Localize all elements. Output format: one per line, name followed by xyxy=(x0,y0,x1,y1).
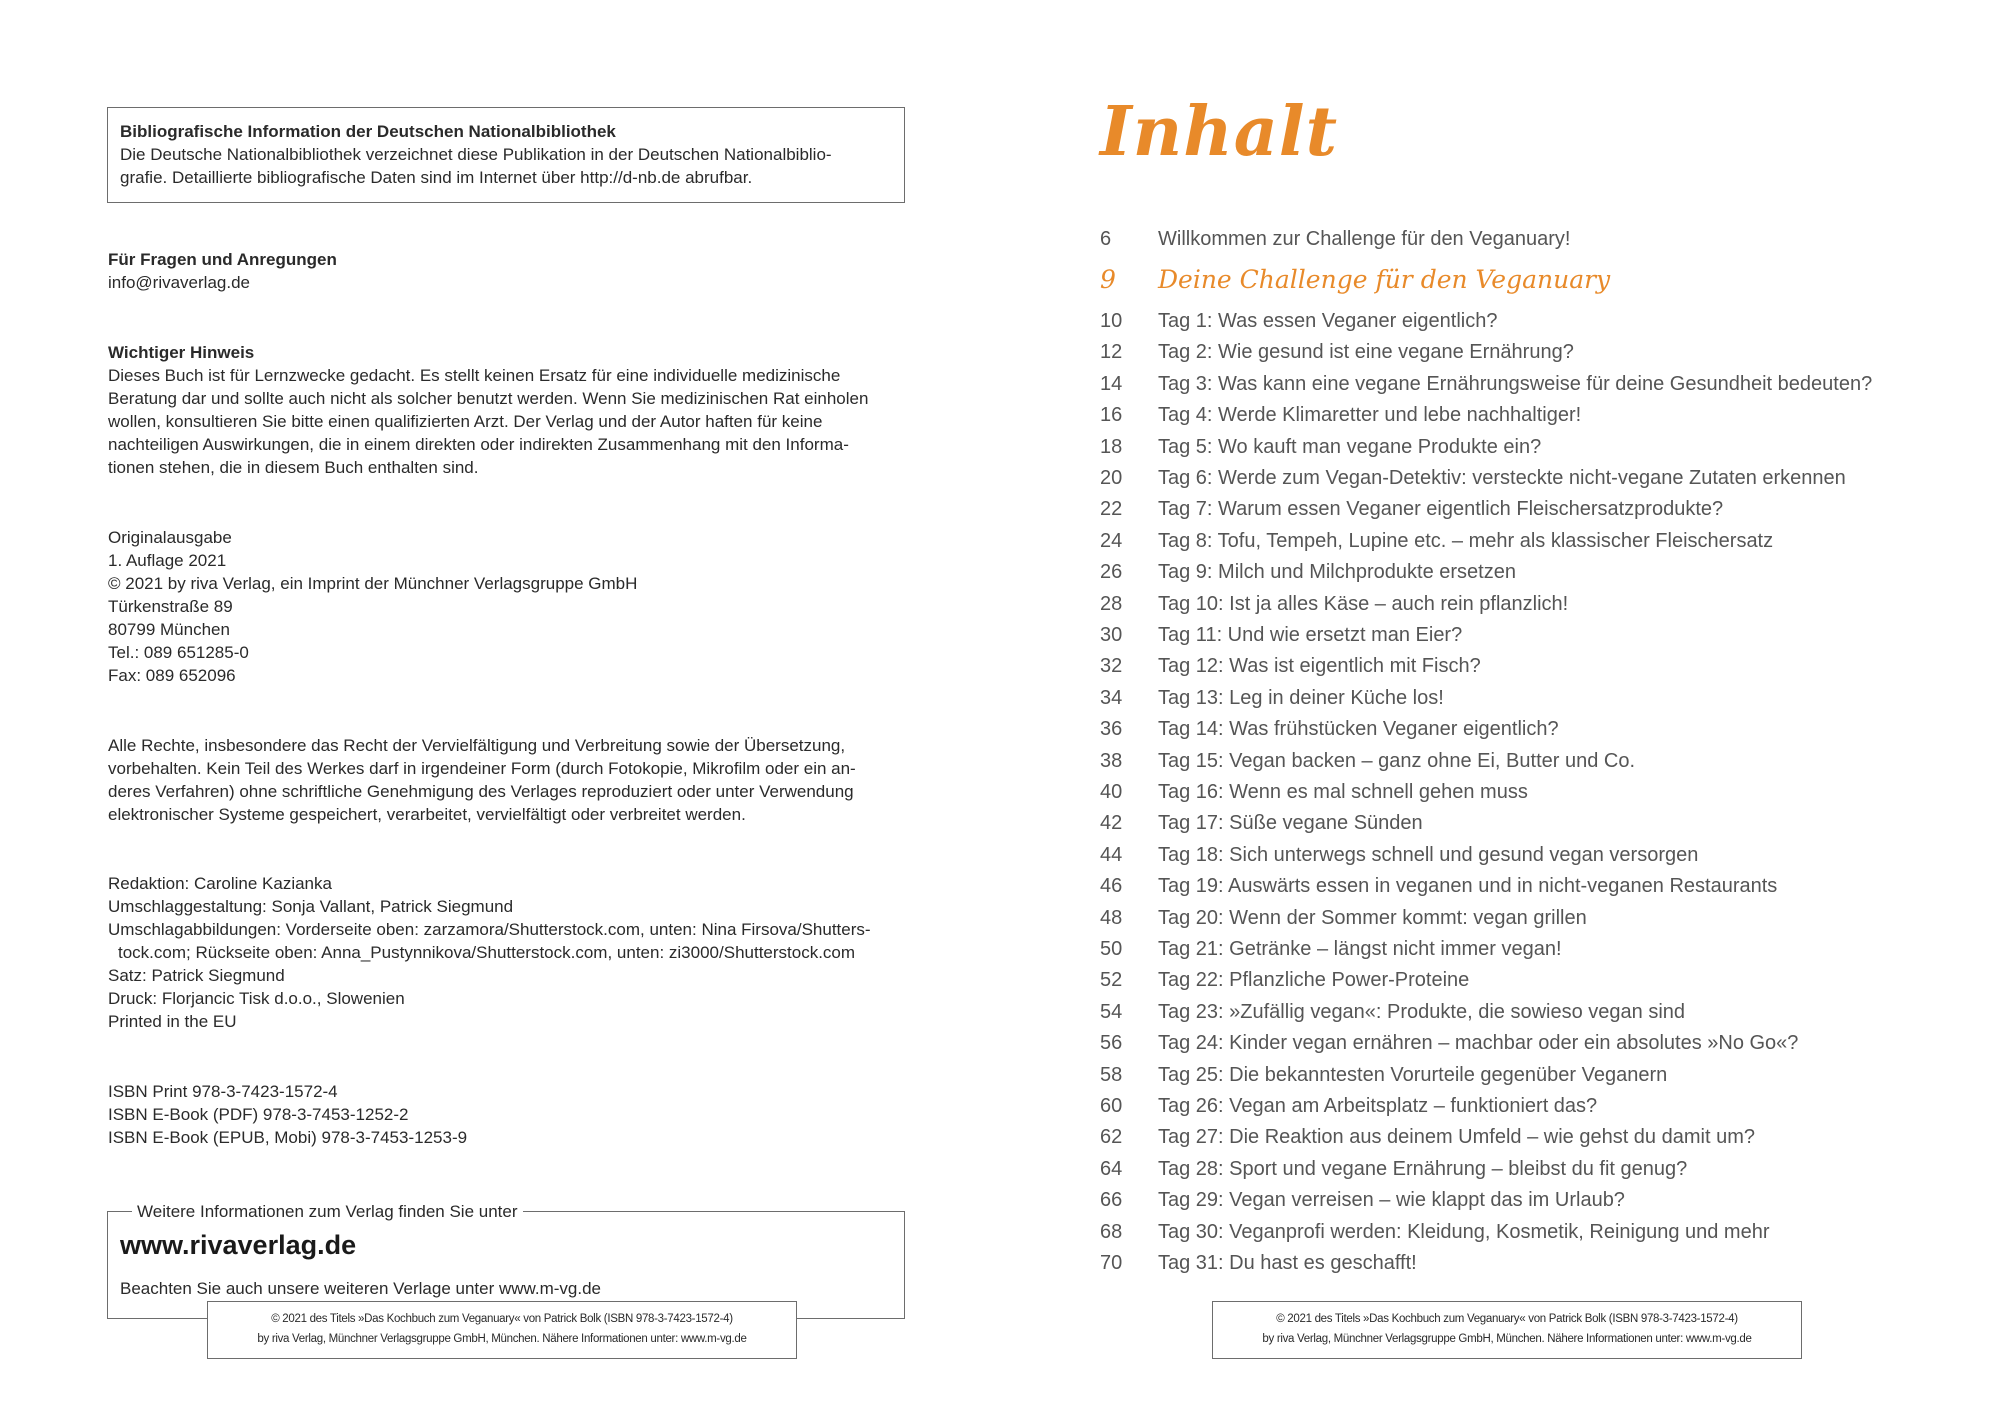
credits-line: Druck: Florjancic Tisk d.o.o., Slowenien xyxy=(108,989,405,1008)
toc-entry-title: Tag 12: Was ist eigentlich mit Fisch? xyxy=(1158,655,1481,678)
toc-entry-title: Tag 7: Warum essen Veganer eigentlich Fleischersatzprodukte? xyxy=(1158,498,1724,521)
toc-page-number: 42 xyxy=(1100,812,1123,835)
toc-entry-title: Tag 3: Was kann eine vegane Ernährungsweise für deine Gesundheit bedeuten? xyxy=(1158,372,1873,395)
biblio-line: grafie. Detaillierte bibliografische Daten sind im Internet über http://d-nb.de abrufbar. xyxy=(120,168,753,187)
toc-entry[interactable] xyxy=(1100,593,1568,616)
biblio-line: Die Deutsche Nationalbibliothek verzeichnet diese Publikation in der Deutschen Nationalbiblio- xyxy=(120,145,832,164)
toc-page-number: 62 xyxy=(1100,1126,1123,1149)
toc-entry-title: Tag 13: Leg in deiner Küche los! xyxy=(1158,686,1444,709)
toc-page-number: 34 xyxy=(1100,686,1123,709)
publisher-url[interactable]: www.rivaverlag.de xyxy=(120,1230,357,1260)
toc-page-number: 18 xyxy=(1100,435,1123,458)
credits-line: Umschlagabbildungen: Vorderseite oben: zarzamora/Shutterstock.com, unten: Nina Firsova/Shutters- xyxy=(108,920,871,939)
toc-page-number: 9 xyxy=(1100,265,1116,294)
web-legend: Weitere Informationen zum Verlag finden Sie unter xyxy=(132,1200,523,1223)
toc-entry[interactable] xyxy=(1100,373,1872,396)
edition-line: 80799 München xyxy=(108,620,230,639)
toc-entry-title: Tag 23: »Zufällig vegan«: Produkte, die sowieso vegan sind xyxy=(1158,1000,1686,1023)
toc-page-number: 64 xyxy=(1100,1157,1123,1180)
rights-line: elektronischer Systeme gespeichert, verarbeitet, vervielfältigt oder verbreitet werden. xyxy=(108,805,746,824)
toc-entry-title: Tag 27: Die Reaktion aus deinem Umfeld – wie gehst du damit um? xyxy=(1158,1126,1755,1149)
credits-line: Redaktion: Caroline Kazianka xyxy=(108,874,332,893)
toc-entry-title: Tag 9: Milch und Milchprodukte ersetzen xyxy=(1158,561,1516,584)
toc-entry-title: Tag 14: Was frühstücken Veganer eigentlich? xyxy=(1158,718,1559,741)
toc-entry[interactable] xyxy=(1100,750,1635,773)
toc-entry[interactable] xyxy=(1100,1126,1755,1149)
notice-line: nachteiligen Auswirkungen, die in einem direkten oder indirekten Zusammenhang mit den Informa- xyxy=(108,435,849,454)
toc-page-number: 44 xyxy=(1100,843,1123,866)
toc-entry[interactable] xyxy=(1100,1064,1667,1087)
toc-entry[interactable] xyxy=(1100,781,1528,804)
toc-entry[interactable] xyxy=(1100,844,1698,867)
toc-entry-title: Tag 19: Auswärts essen in veganen und in nicht-veganen Restaurants xyxy=(1158,875,1778,898)
toc-page-number: 32 xyxy=(1100,655,1123,678)
notice-section xyxy=(108,341,868,479)
edition-line: 1. Auflage 2021 xyxy=(108,551,227,570)
edition-line: Fax: 089 652096 xyxy=(108,666,236,685)
contact-email[interactable]: info@rivaverlag.de xyxy=(108,273,250,292)
toc-page-number: 28 xyxy=(1100,592,1123,615)
toc-page-number: 66 xyxy=(1100,1189,1123,1212)
toc-entry-title: Tag 2: Wie gesund ist eine vegane Ernährung? xyxy=(1158,341,1574,364)
toc-entry[interactable] xyxy=(1100,310,1497,333)
toc-entry[interactable] xyxy=(1100,228,1570,251)
toc-entry-title: Tag 16: Wenn es mal schnell gehen muss xyxy=(1158,781,1528,803)
toc-entry[interactable] xyxy=(1100,624,1462,647)
toc-entry[interactable] xyxy=(1100,938,1562,961)
toc-page-number: 12 xyxy=(1100,341,1123,364)
contact-section xyxy=(108,248,337,294)
contact-heading: Für Fragen und Anregungen xyxy=(108,250,337,269)
toc-page-number: 58 xyxy=(1100,1063,1123,1086)
copyright-line: © 2021 des Titels »Das Kochbuch zum Veganuary« von Patrick Bolk (ISBN 978-3-7423-1572-4) xyxy=(1276,1313,1738,1325)
toc-entry-title: Tag 5: Wo kauft man vegane Produkte ein? xyxy=(1158,435,1542,458)
toc-entry[interactable] xyxy=(1100,498,1723,521)
toc-entry-title: Tag 17: Süße vegane Sünden xyxy=(1158,812,1423,835)
toc-entry[interactable] xyxy=(1100,718,1559,741)
toc-entry-title: Tag 18: Sich unterwegs schnell und gesund vegan versorgen xyxy=(1158,843,1699,866)
toc-page-number: 46 xyxy=(1100,875,1123,898)
edition-section xyxy=(108,526,637,687)
toc-entry[interactable] xyxy=(1100,404,1581,427)
toc-entry[interactable] xyxy=(1100,875,1777,898)
rights-line: vorbehalten. Kein Teil des Werkes darf in irgendeiner Form (durch Fotokopie, Mikrofilm oder ein an- xyxy=(108,759,856,778)
rights-section xyxy=(108,734,856,826)
toc-entry[interactable] xyxy=(1100,467,1846,490)
toc-page-number: 56 xyxy=(1100,1032,1123,1055)
toc-page-number: 10 xyxy=(1100,310,1123,332)
toc-entry[interactable] xyxy=(1100,436,1541,459)
toc-page-number: 26 xyxy=(1100,561,1123,584)
right-page xyxy=(1000,0,2000,1411)
toc-entry[interactable] xyxy=(1100,341,1574,364)
toc-entry-title: Tag 30: Veganprofi werden: Kleidung, Kosmetik, Reinigung und mehr xyxy=(1158,1220,1770,1243)
toc-entry-title: Tag 22: Pflanzliche Power-Proteine xyxy=(1158,969,1470,992)
isbn-line: ISBN E-Book (PDF) 978-3-7453-1252-2 xyxy=(108,1105,409,1124)
copyright-box-left xyxy=(207,1301,797,1359)
toc-page-number: 48 xyxy=(1100,906,1123,929)
toc-entry-title: Tag 28: Sport und vegane Ernährung – bleibst du fit genug? xyxy=(1158,1157,1688,1180)
edition-line: © 2021 by riva Verlag, ein Imprint der Münchner Verlagsgruppe GmbH xyxy=(108,574,638,593)
toc-entry-title: Tag 24: Kinder vegan ernähren – machbar oder ein absolutes »No Go«? xyxy=(1158,1032,1799,1055)
toc-entry[interactable] xyxy=(1100,1095,1597,1118)
copyright-line: © 2021 des Titels »Das Kochbuch zum Veganuary« von Patrick Bolk (ISBN 978-3-7423-1572-4) xyxy=(271,1313,733,1325)
credits-line: Printed in the EU xyxy=(108,1012,237,1031)
toc-entry[interactable] xyxy=(1100,1189,1625,1212)
toc-entry[interactable] xyxy=(1100,530,1773,553)
copyright-box-right xyxy=(1212,1301,1802,1359)
notice-line: tionen stehen, die in diesem Buch enthalten sind. xyxy=(108,458,479,477)
toc-page-number: 14 xyxy=(1100,372,1123,395)
toc-entry[interactable] xyxy=(1100,1001,1685,1024)
toc-page-number: 70 xyxy=(1100,1252,1123,1274)
toc-page-number: 6 xyxy=(1100,228,1112,250)
toc-section-heading[interactable] xyxy=(1100,265,1610,294)
notice-line: Beratung dar und sollte auch nicht als solcher benutzt werden. Wenn Sie medizinischen Rat einholen xyxy=(108,389,869,408)
toc-page-number: 16 xyxy=(1100,404,1123,427)
credits-line: Umschlaggestaltung: Sonja Vallant, Patrick Siegmund xyxy=(108,897,514,916)
edition-line: Tel.: 089 651285-0 xyxy=(108,643,249,662)
toc-entry[interactable] xyxy=(1100,969,1469,992)
toc-entry-title: Tag 8: Tofu, Tempeh, Lupine etc. – mehr als klassischer Fleischersatz xyxy=(1158,529,1774,552)
toc-entry[interactable] xyxy=(1100,687,1444,710)
toc-entry[interactable] xyxy=(1100,812,1423,835)
toc-entry-title: Tag 15: Vegan backen – ganz ohne Ei, Butter und Co. xyxy=(1158,749,1636,772)
toc-page-number: 22 xyxy=(1100,498,1123,521)
toc-entry[interactable] xyxy=(1100,1158,1687,1181)
copyright-line: by riva Verlag, Münchner Verlagsgruppe GmbH, München. Nähere Informationen unter: www.m-vg.de xyxy=(257,1333,747,1345)
toc-page-number: 40 xyxy=(1100,781,1123,803)
copyright-line: by riva Verlag, Münchner Verlagsgruppe GmbH, München. Nähere Informationen unter: www.m-vg.de xyxy=(1262,1333,1752,1345)
notice-line: Dieses Buch ist für Lernzwecke gedacht. Es stellt keinen Ersatz für eine individuelle medizinische xyxy=(108,366,841,385)
notice-line: wollen, konsultieren Sie bitte einen qualifizierten Arzt. Der Verlag und der Autor haften für keine xyxy=(108,412,823,431)
isbn-line: ISBN Print 978-3-7423-1572-4 xyxy=(108,1082,338,1101)
toc-entry[interactable] xyxy=(1100,655,1481,678)
toc-entry-title: Tag 20: Wenn der Sommer kommt: vegan grillen xyxy=(1158,906,1587,929)
rights-line: Alle Rechte, insbesondere das Recht der Vervielfältigung und Verbreitung sowie der Übersetzung, xyxy=(108,736,846,755)
toc-page-number: 60 xyxy=(1100,1095,1123,1117)
toc-page-number: 68 xyxy=(1100,1220,1123,1243)
toc-entry-title: Deine Challenge für den Veganuary xyxy=(1158,265,1611,294)
credits-line: Satz: Patrick Siegmund xyxy=(108,966,285,985)
credits-line: tock.com; Rückseite oben: Anna_Pustynnikova/Shutterstock.com, unten: zi3000/Shutterstock.com xyxy=(118,943,856,962)
toc-page-number: 20 xyxy=(1100,467,1123,489)
toc-entry[interactable] xyxy=(1100,1221,1770,1244)
toc-entry[interactable] xyxy=(1100,1252,1417,1275)
web-note: Beachten Sie auch unsere weiteren Verlage unter www.m-vg.de xyxy=(120,1279,601,1298)
notice-heading: Wichtiger Hinweis xyxy=(108,343,255,362)
toc-entry[interactable] xyxy=(1100,561,1516,584)
toc-page-number: 50 xyxy=(1100,938,1123,960)
toc-page-number: 36 xyxy=(1100,718,1123,741)
toc-entry[interactable] xyxy=(1100,907,1587,930)
toc-page-number: 24 xyxy=(1100,529,1123,552)
toc-page-number: 52 xyxy=(1100,969,1123,992)
edition-line: Originalausgabe xyxy=(108,528,232,547)
toc-entry-title: Tag 31: Du hast es geschafft! xyxy=(1158,1252,1417,1274)
toc-page-number: 54 xyxy=(1100,1000,1123,1023)
toc-entry-title: Tag 11: Und wie ersetzt man Eier? xyxy=(1158,624,1463,646)
toc-entry-title: Tag 26: Vegan am Arbeitsplatz – funktioniert das? xyxy=(1158,1095,1598,1117)
toc-entry-title: Tag 4: Werde Klimaretter und lebe nachhaltiger! xyxy=(1158,404,1582,427)
toc-entry-title: Willkommen zur Challenge für den Veganuary! xyxy=(1158,228,1571,250)
edition-line: Türkenstraße 89 xyxy=(108,597,233,616)
toc-entry-title: Tag 29: Vegan verreisen – wie klappt das im Urlaub? xyxy=(1158,1189,1625,1212)
toc-entry[interactable] xyxy=(1100,1032,1798,1055)
toc-title: Inhalt xyxy=(1100,92,1338,172)
toc-page-number: 30 xyxy=(1100,624,1123,646)
biblio-heading: Bibliografische Information der Deutschen Nationalbibliothek xyxy=(120,122,616,141)
toc-page-number: 38 xyxy=(1100,749,1123,772)
isbn-line: ISBN E-Book (EPUB, Mobi) 978-3-7453-1253-9 xyxy=(108,1128,468,1147)
credits-section xyxy=(108,872,871,1033)
toc-entry-title: Tag 10: Ist ja alles Käse – auch rein pflanzlich! xyxy=(1158,592,1569,615)
toc-entry-title: Tag 6: Werde zum Vegan-Detektiv: versteckte nicht-vegane Zutaten erkennen xyxy=(1158,467,1846,489)
toc-entry-title: Tag 21: Getränke – längst nicht immer vegan! xyxy=(1158,938,1562,960)
rights-line: deres Verfahren) ohne schriftliche Genehmigung des Verlages reproduziert oder unter Verwendung xyxy=(108,782,854,801)
toc-entry-title: Tag 1: Was essen Veganer eigentlich? xyxy=(1158,310,1498,332)
bibliographic-info-box xyxy=(107,107,905,203)
isbn-section xyxy=(108,1080,467,1149)
toc-entry-title: Tag 25: Die bekanntesten Vorurteile gegenüber Veganern xyxy=(1158,1063,1668,1086)
